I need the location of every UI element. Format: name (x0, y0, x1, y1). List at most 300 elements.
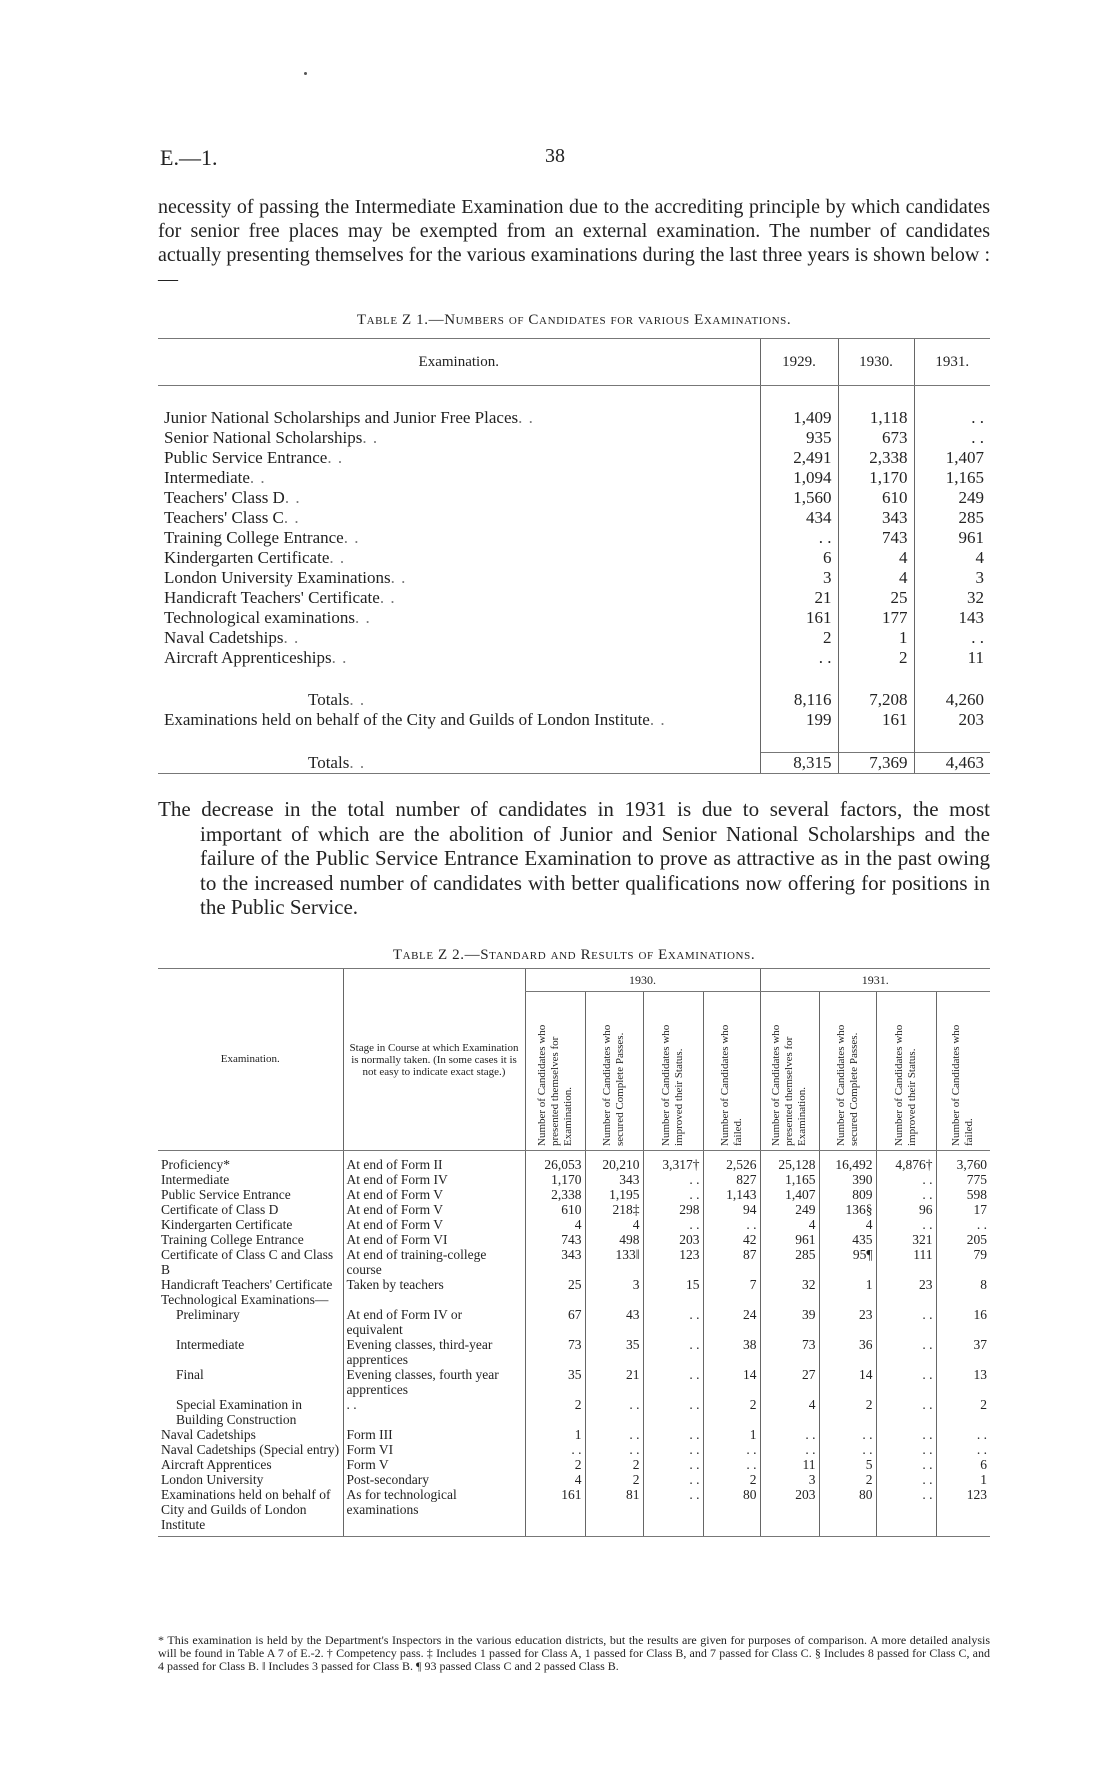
table2-stage: At end of Form V (343, 1187, 525, 1202)
leader-dots: . . (249, 468, 266, 487)
table1-value-1929: . . (760, 648, 838, 668)
table1-value-1931: . . (914, 408, 990, 428)
table1-header-1929: 1929. (760, 339, 838, 386)
table2-value: 610 (525, 1202, 585, 1217)
table2-exam: Special Examination in Building Construction (176, 1397, 302, 1427)
spacer-cell (914, 668, 990, 690)
table2-value: 203 (760, 1487, 819, 1537)
table1-value-1929: 8,315 (760, 753, 838, 774)
table2-stage: . . (343, 1397, 525, 1427)
spacer-cell (760, 730, 838, 753)
table2-value (819, 1292, 876, 1307)
leader-dots: . . (649, 710, 666, 729)
table2-exam: Handicraft Teachers' Certificate (161, 1277, 333, 1292)
table2-row (158, 1202, 990, 1217)
table2-value: 73 (760, 1337, 819, 1367)
table1-value-1931: 4,260 (914, 690, 990, 710)
table2-value (643, 1292, 703, 1307)
table2-value: 298 (643, 1202, 703, 1217)
table2-row (158, 1151, 990, 1173)
table2-row (158, 1457, 990, 1472)
table2-value: 435 (819, 1232, 876, 1247)
table1-label-cell (158, 468, 760, 488)
table2-value (936, 1292, 990, 1307)
table1-header-exam: Examination. (158, 339, 760, 386)
table2-value: 111 (876, 1247, 936, 1277)
table1-label-cell (158, 753, 760, 774)
table1-label: Kindergarten Certificate (164, 548, 330, 567)
table2-value: 79 (936, 1247, 990, 1277)
table2-value: 15 (643, 1277, 703, 1292)
table2-value: 4 (525, 1472, 585, 1487)
table2-subheader-text: Number of Candidates who presented themselves for Examination. (770, 1024, 808, 1146)
table2-value: 27 (760, 1367, 819, 1397)
table2-value: 6 (936, 1457, 990, 1472)
table1-label: Teachers' Class C (164, 508, 284, 527)
table2-value: 249 (760, 1202, 819, 1217)
table1-value-1929: 3 (760, 568, 838, 588)
table1-value-1930: 7,208 (838, 690, 914, 710)
table2-value: . . (643, 1172, 703, 1187)
table1-label: Senior National Scholarships (164, 428, 363, 447)
table2-subheader-text: Number of Candidates who secured Complete Passes. (834, 1024, 860, 1146)
table2-exam: Kindergarten Certificate (161, 1217, 293, 1232)
table2-value: 1,165 (760, 1172, 819, 1187)
table2-exam: Public Service Entrance (161, 1187, 291, 1202)
table2-value: . . (643, 1367, 703, 1397)
table2-value: . . (876, 1337, 936, 1367)
table1-value-1929: 2,491 (760, 448, 838, 468)
leader-dots: . . (343, 528, 360, 547)
table2-value: . . (936, 1217, 990, 1232)
table2-value: . . (643, 1457, 703, 1472)
table2-value: . . (819, 1427, 876, 1442)
table1-value-1930: 610 (838, 488, 914, 508)
table2-value: 32 (760, 1277, 819, 1292)
table1-value-1930: 2,338 (838, 448, 914, 468)
table2-value: 38 (703, 1337, 760, 1367)
table2-stage: Taken by teachers (343, 1277, 525, 1292)
table2-value: 1 (703, 1427, 760, 1442)
table2-value: 4 (760, 1217, 819, 1232)
table2-header-exam: Examination. (158, 969, 343, 1151)
table1-totals-row (158, 690, 990, 710)
table2-value: 25,128 (760, 1151, 819, 1173)
table2-value: 80 (819, 1487, 876, 1537)
leader-dots: . . (349, 752, 366, 772)
table1-label: Aircraft Apprenticeships (164, 648, 332, 667)
table1-label: Technological examinations (164, 608, 355, 627)
table1-header-row (158, 339, 990, 386)
table1-value-1931: 143 (914, 608, 990, 628)
table2-value: 87 (703, 1247, 760, 1277)
table2-value: 123 (643, 1247, 703, 1277)
table1-value-1931: 961 (914, 528, 990, 548)
table2-value: . . (936, 1442, 990, 1457)
table2-value: 809 (819, 1187, 876, 1202)
table1-spacer (158, 730, 990, 753)
table2-value: . . (643, 1472, 703, 1487)
table2-stage (343, 1292, 525, 1307)
spacer-cell (760, 386, 838, 409)
table2-stage: At end of Form V (343, 1202, 525, 1217)
table1-value-1931: 4 (914, 548, 990, 568)
table2-subheader-text: Number of Candidates who secured Complete Passes. (601, 1024, 626, 1146)
table1-value-1931: 1,165 (914, 468, 990, 488)
table2-value: 73 (525, 1337, 585, 1367)
table1-label-cell (158, 690, 760, 710)
table2-exam: London University (161, 1472, 264, 1487)
table2-value: 7 (703, 1277, 760, 1292)
table2-value: 218‡ (585, 1202, 643, 1217)
table2-value: 827 (703, 1172, 760, 1187)
table1-value-1931: 32 (914, 588, 990, 608)
table2-subheader (525, 992, 585, 1151)
table1-value-1931: 203 (914, 710, 990, 730)
table2-value: 95¶ (819, 1247, 876, 1277)
table2-value: 1 (936, 1472, 990, 1487)
table1-title: Table Z 1.—Numbers of Candidates for various Examinations. (356, 312, 792, 328)
table2-value: . . (643, 1217, 703, 1232)
table1-label-cell (158, 548, 760, 568)
table2-value: 80 (703, 1487, 760, 1537)
table2-value: 16,492 (819, 1151, 876, 1173)
table2-row (158, 1232, 990, 1247)
table1-row (158, 568, 990, 588)
table1-value-1930: 2 (838, 648, 914, 668)
table1 (158, 338, 990, 774)
table2-value: . . (876, 1472, 936, 1487)
table2-value: 2 (585, 1457, 643, 1472)
table1-header-1930: 1930. (838, 339, 914, 386)
table2-value: 1,195 (585, 1187, 643, 1202)
table2-value: 498 (585, 1232, 643, 1247)
table1-row (158, 508, 990, 528)
table1-value-1931: 249 (914, 488, 990, 508)
table2-title: Table Z 2.—Standard and Results of Examinations. (392, 947, 756, 963)
table2-subheader (585, 992, 643, 1151)
table2-exam: Final (176, 1367, 204, 1382)
page-number: 38 (545, 145, 565, 167)
table2-stage: Form III (343, 1427, 525, 1442)
table2-value: 25 (525, 1277, 585, 1292)
table2-value: 321 (876, 1232, 936, 1247)
table2-value: 23 (876, 1277, 936, 1292)
table2-value: 4 (585, 1217, 643, 1232)
table2-value: 13 (936, 1367, 990, 1397)
table2-value: 17 (936, 1202, 990, 1217)
spacer-cell (838, 668, 914, 690)
spacer-cell (158, 730, 760, 753)
table2-value: . . (876, 1457, 936, 1472)
table1-label-cell (158, 428, 760, 448)
table2-stage: Post-secondary (343, 1472, 525, 1487)
table2-value (703, 1292, 760, 1307)
table2-value: 390 (819, 1172, 876, 1187)
table1-value-1930: 1,170 (838, 468, 914, 488)
table2-exam: Proficiency* (161, 1157, 230, 1172)
table2-value: 2 (819, 1397, 876, 1427)
table1-header-1931: 1931. (914, 339, 990, 386)
table1-label-cell (158, 568, 760, 588)
table2-value: . . (876, 1187, 936, 1202)
table1-value-1931: 4,463 (914, 753, 990, 774)
table2-exam: Naval Cadetships (161, 1427, 256, 1442)
table2-value: . . (760, 1442, 819, 1457)
spacer-cell (838, 730, 914, 753)
table1-value-1929: 1,409 (760, 408, 838, 428)
decrease-paragraph-text: The decrease in the total number of candidates in 1931 is due to several factors, the most important of which are the abolition of Junior and Senior National Scholarships and the failure of the Public Service Entrance Examination to prove as attractive as in the past owing to the increased number of candidates with better qualifications now offering for positions in the Public Service. (158, 797, 990, 919)
table1-label-cell (158, 488, 760, 508)
table1-value-1930: 7,369 (838, 753, 914, 774)
table2 (158, 968, 990, 1537)
leader-dots: . . (331, 648, 348, 667)
header-reference: E.—1. (160, 145, 218, 170)
leader-dots: . . (390, 568, 407, 587)
table1-row (158, 468, 990, 488)
table1-row (158, 628, 990, 648)
table2-value: . . (760, 1427, 819, 1442)
table2-value (876, 1292, 936, 1307)
spacer-cell (158, 668, 760, 690)
table2-value: . . (643, 1487, 703, 1537)
table1-value-1930: 743 (838, 528, 914, 548)
spacer-cell (760, 668, 838, 690)
table1-row (158, 608, 990, 628)
table2-value: . . (876, 1367, 936, 1397)
table1-grand-totals-row (158, 753, 990, 774)
table2-row (158, 1337, 990, 1367)
table2-row (158, 1247, 990, 1277)
spacer-cell (914, 386, 990, 409)
table2-value: 136§ (819, 1202, 876, 1217)
table2-body (158, 1151, 990, 1537)
table2-stage: At end of Form IV or equivalent (343, 1307, 525, 1337)
table1-label: Totals (308, 690, 350, 709)
table2-value: 4 (760, 1397, 819, 1427)
table2-value: . . (876, 1427, 936, 1442)
table2-value: . . (876, 1397, 936, 1427)
table1-value-1930: 1 (838, 628, 914, 648)
leader-dots: . . (379, 588, 396, 607)
table2-value: 67 (525, 1307, 585, 1337)
table1-label: Teachers' Class D (164, 488, 285, 507)
table2-value: 133‖ (585, 1247, 643, 1277)
table1-label: Examinations held on behalf of the City and Guilds of London Institute (164, 710, 650, 729)
table1-value-1930: 4 (838, 568, 914, 588)
table1-spacer (158, 668, 990, 690)
table2-value (585, 1292, 643, 1307)
table1-label-cell (158, 448, 760, 468)
table2-value: 37 (936, 1337, 990, 1367)
intro-paragraph: necessity of passing the Intermediate Examination due to the accrediting principle by which candidates for senior free places may be exempted from an external examination. The number of candidates actually presenting themselves for the various examinations during the last three years is shown below :— (158, 196, 990, 290)
table2-header-1930: 1930. (525, 969, 760, 992)
table2-value: . . (525, 1442, 585, 1457)
table2-stage: Evening classes, fourth year apprentices (343, 1367, 525, 1397)
table2-value: . . (703, 1442, 760, 1457)
table2-value: 14 (819, 1367, 876, 1397)
table2-value: . . (585, 1397, 643, 1427)
table2-subheader (876, 992, 936, 1151)
leader-dots: . . (362, 428, 379, 447)
table1-value-1929: 21 (760, 588, 838, 608)
table2-value: 1 (525, 1427, 585, 1442)
table2-value: . . (703, 1457, 760, 1472)
table1-value-1930: 161 (838, 710, 914, 730)
table2-exam: Preliminary (176, 1307, 240, 1322)
table2-value: 4 (819, 1217, 876, 1232)
table2-exam: Technological Examinations— (161, 1292, 329, 1307)
table2-subheader (760, 992, 819, 1151)
table2-value: 1,170 (525, 1172, 585, 1187)
table2-value: . . (819, 1442, 876, 1457)
table1-value-1929: 161 (760, 608, 838, 628)
table2-value: 775 (936, 1172, 990, 1187)
table2-value: . . (703, 1217, 760, 1232)
table2-value: . . (643, 1442, 703, 1457)
table1-row (158, 448, 990, 468)
table2-row (158, 1292, 990, 1307)
table2-row (158, 1442, 990, 1457)
table2-value: 4 (525, 1217, 585, 1232)
stray-dot (304, 72, 307, 75)
table2-stage: At end of Form II (343, 1151, 525, 1173)
table1-value-1929: 199 (760, 710, 838, 730)
table1-row (158, 408, 990, 428)
table2-value: 203 (643, 1232, 703, 1247)
table2-subheader (703, 992, 760, 1151)
table2-exam: Aircraft Apprentices (161, 1457, 272, 1472)
table2-value: 2 (525, 1457, 585, 1472)
table1-spacer (158, 386, 990, 409)
table2-value: 2,526 (703, 1151, 760, 1173)
table2-row (158, 1187, 990, 1202)
table1-label: Handicraft Teachers' Certificate (164, 588, 380, 607)
table2-value: 2 (819, 1472, 876, 1487)
table1-value-1929: 935 (760, 428, 838, 448)
table1-row (158, 588, 990, 608)
table2-year-row (158, 969, 990, 992)
leader-dots: . . (284, 488, 301, 507)
table1-value-1931: . . (914, 428, 990, 448)
table1-label-cell (158, 608, 760, 628)
table1-value-1931: . . (914, 628, 990, 648)
table2-value: . . (585, 1442, 643, 1457)
table1-row (158, 428, 990, 448)
table1-label: Intermediate (164, 468, 250, 487)
table2-value: 3,317† (643, 1151, 703, 1173)
table2-value: . . (876, 1487, 936, 1537)
table2-value: . . (585, 1427, 643, 1442)
table1-body (158, 386, 990, 774)
table2-stage: At end of Form IV (343, 1172, 525, 1187)
table2-value: . . (876, 1307, 936, 1337)
table2-row (158, 1217, 990, 1232)
leader-dots: . . (283, 628, 300, 647)
table1-value-1931: 3 (914, 568, 990, 588)
decrease-paragraph (158, 797, 990, 920)
table1-row (158, 528, 990, 548)
table2-subheader-text: Number of Candidates who improved their Status. (893, 1024, 918, 1146)
table2-row (158, 1427, 990, 1442)
table2-value: 24 (703, 1307, 760, 1337)
table2-value: 20,210 (585, 1151, 643, 1173)
table2-value: . . (643, 1337, 703, 1367)
table2-value: 35 (585, 1337, 643, 1367)
table2-value: 3 (585, 1277, 643, 1292)
table1-value-1929: 434 (760, 508, 838, 528)
table1-value-1929: . . (760, 528, 838, 548)
table2-subheader-text: Number of Candidates who failed. (718, 1024, 744, 1146)
table2-exam: Certificate of Class D (161, 1202, 279, 1217)
table2-value: . . (936, 1427, 990, 1442)
table1-value-1930: 177 (838, 608, 914, 628)
table1-value-1930: 25 (838, 588, 914, 608)
table2-value: 123 (936, 1487, 990, 1537)
table2-value: 14 (703, 1367, 760, 1397)
table2-header-stage: Stage in Course at which Examination is normally taken. (In some cases it is not easy to indicate exact stage.) (343, 969, 525, 1151)
table2-value: 2,338 (525, 1187, 585, 1202)
table2-value: 598 (936, 1187, 990, 1202)
table1-label-cell (158, 648, 760, 668)
table2-row (158, 1367, 990, 1397)
table2-value: 343 (585, 1172, 643, 1187)
table1-guilds-row (158, 710, 990, 730)
table2-value: 161 (525, 1487, 585, 1537)
leader-dots: . . (327, 448, 344, 467)
table2-subheader-text: Number of Candidates who failed. (950, 1024, 976, 1146)
table2-value: 1,407 (760, 1187, 819, 1202)
table2-value: . . (643, 1397, 703, 1427)
table2-value: 961 (760, 1232, 819, 1247)
table1-value-1931: 285 (914, 508, 990, 528)
table2-stage: Evening classes, third-year apprentices (343, 1337, 525, 1367)
table2-value: . . (876, 1442, 936, 1457)
table2-value: 39 (760, 1307, 819, 1337)
table2-exam: Intermediate (176, 1337, 245, 1352)
leader-dots: . . (518, 408, 534, 427)
table2-subheader-text: Number of Candidates who improved their Status. (660, 1024, 685, 1146)
table2-value: 1 (819, 1277, 876, 1292)
table2-value: 21 (585, 1367, 643, 1397)
table2-row (158, 1487, 990, 1537)
table2-exam: Intermediate (161, 1172, 230, 1187)
table2-row (158, 1307, 990, 1337)
table2-value: 285 (760, 1247, 819, 1277)
table1-label: London University Examinations (164, 568, 391, 587)
table2-value (760, 1292, 819, 1307)
leader-dots: . . (354, 608, 371, 627)
table2-value: 96 (876, 1202, 936, 1217)
table2-subheader (936, 992, 990, 1151)
table2-value: . . (643, 1187, 703, 1202)
table1-label: Totals (308, 752, 350, 772)
table2-value: 3 (760, 1472, 819, 1487)
table2-value: 42 (703, 1232, 760, 1247)
table2-row (158, 1172, 990, 1187)
table2-value: 2 (703, 1397, 760, 1427)
table2-exam: Naval Cadetships (Special entry) (161, 1442, 340, 1457)
table2-value: 94 (703, 1202, 760, 1217)
table2-row (158, 1472, 990, 1487)
leader-dots: . . (329, 548, 346, 567)
table1-label-cell (158, 588, 760, 608)
table1-value-1929: 8,116 (760, 690, 838, 710)
table1-label-cell (158, 408, 760, 428)
table2-stage: At end of training-college course (343, 1247, 525, 1277)
table2-value: 743 (525, 1232, 585, 1247)
leader-dots: . . (283, 508, 300, 527)
